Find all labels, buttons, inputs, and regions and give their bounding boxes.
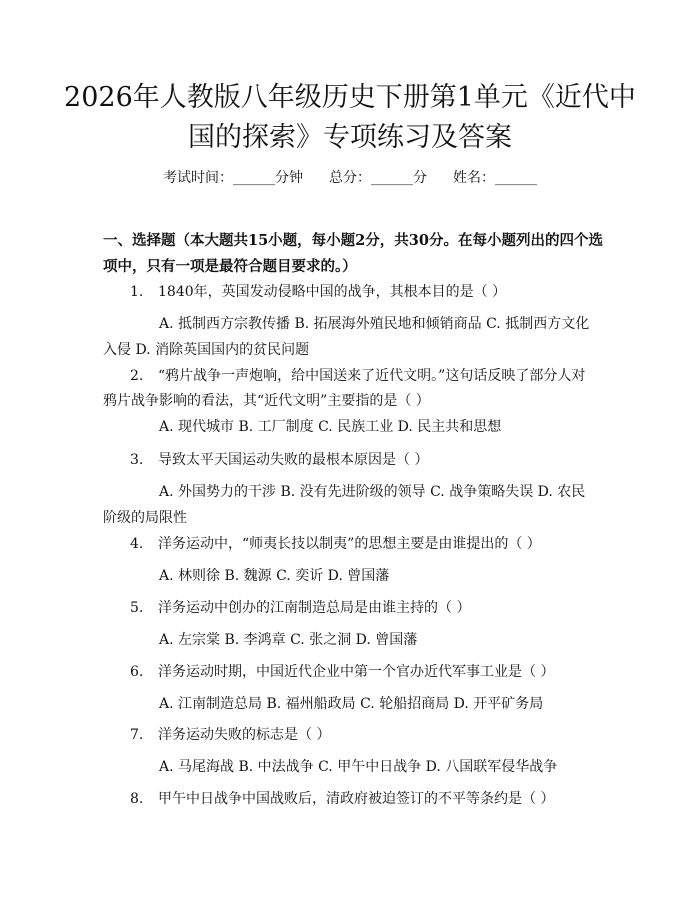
question-4-options: A. 林则徐 B. 魏源 C. 奕䜣 D. 曾国藩 (159, 568, 390, 584)
question-1 (130, 281, 610, 303)
question-number: 1. (130, 284, 144, 300)
question-text: 洋务运动时期，中国近代企业中第一个官办近代军事工业是（ ） (158, 664, 555, 680)
question-6 (130, 661, 610, 683)
question-2 (103, 364, 597, 414)
question-1-options: A. 抵制西方宗教传播 B. 拓展海外殖民地和倾销商品 C. 抵制西方文化入侵 D. 消除英国国内的贫民问题 (103, 316, 590, 358)
question-6-options: A. 江南制造总局 B. 福州船政局 C. 轮船招商局 D. 开平矿务局 (159, 696, 544, 712)
question-number: 4. (130, 536, 144, 552)
total-score-label: 总分：______分 (329, 170, 427, 186)
question-number: 6. (130, 664, 144, 680)
exam-time-label: 考试时间：______分钟 (163, 170, 303, 186)
question-number: 2. (130, 368, 144, 384)
question-text: 1840年，英国发动侵略中国的战争，其根本目的是（ ） (158, 284, 507, 300)
question-3-options: A. 外国势力的干涉 B. 没有先进阶级的领导 C. 战争策略失误 D. 农民阶级的局限性 (103, 484, 586, 526)
question-7 (130, 724, 610, 746)
question-5-options: A. 左宗棠 B. 李鸿章 C. 张之洞 D. 曾国藩 (159, 632, 418, 648)
question-7-options: A. 马尾海战 B. 中法战争 C. 甲午中日战争 D. 八国联军侵华战争 (159, 759, 558, 775)
question-number: 8. (130, 791, 144, 807)
question-number: 3. (130, 452, 144, 468)
document-title: 2026年人教版八年级历史下册第1单元《近代中国的探索》专项练习及答案 (64, 82, 636, 153)
question-2-options: A. 现代城市 B. 工厂制度 C. 民族工业 D. 民主共和思想 (159, 419, 502, 435)
student-name-label: 姓名：______ (453, 170, 537, 186)
question-text: “鸦片战争一声炮响，给中国送来了近代文明。”这句话反映了部分人对鸦片战争影响的看法，其“近代文明”主要指的是（ ） (103, 368, 586, 409)
question-text: 洋务运动失败的标志是（ ） (158, 727, 331, 743)
section-heading-choice: 一、选择题（本大题共15小题，每小题2分，共30分。在每小题列出的四个选项中，只有一项是最符合题目要求的。） (103, 232, 603, 275)
question-text: 洋务运动中创办的江南制造总局是由谁主持的（ ） (158, 600, 471, 616)
question-3 (130, 449, 610, 471)
question-text: 甲午中日战争中国战败后，清政府被迫签订的不平等条约是（ ） (158, 791, 555, 807)
question-8 (130, 788, 610, 810)
question-4 (130, 533, 610, 555)
question-number: 7. (130, 727, 144, 743)
exam-info-line (0, 168, 700, 188)
question-text: 洋务运动中，“师夷长技以制夷”的思想主要是由谁提出的（ ） (158, 536, 541, 552)
question-text: 导致太平天国运动失败的最根本原因是（ ） (158, 452, 429, 468)
question-5 (130, 597, 610, 619)
question-number: 5. (130, 600, 144, 616)
